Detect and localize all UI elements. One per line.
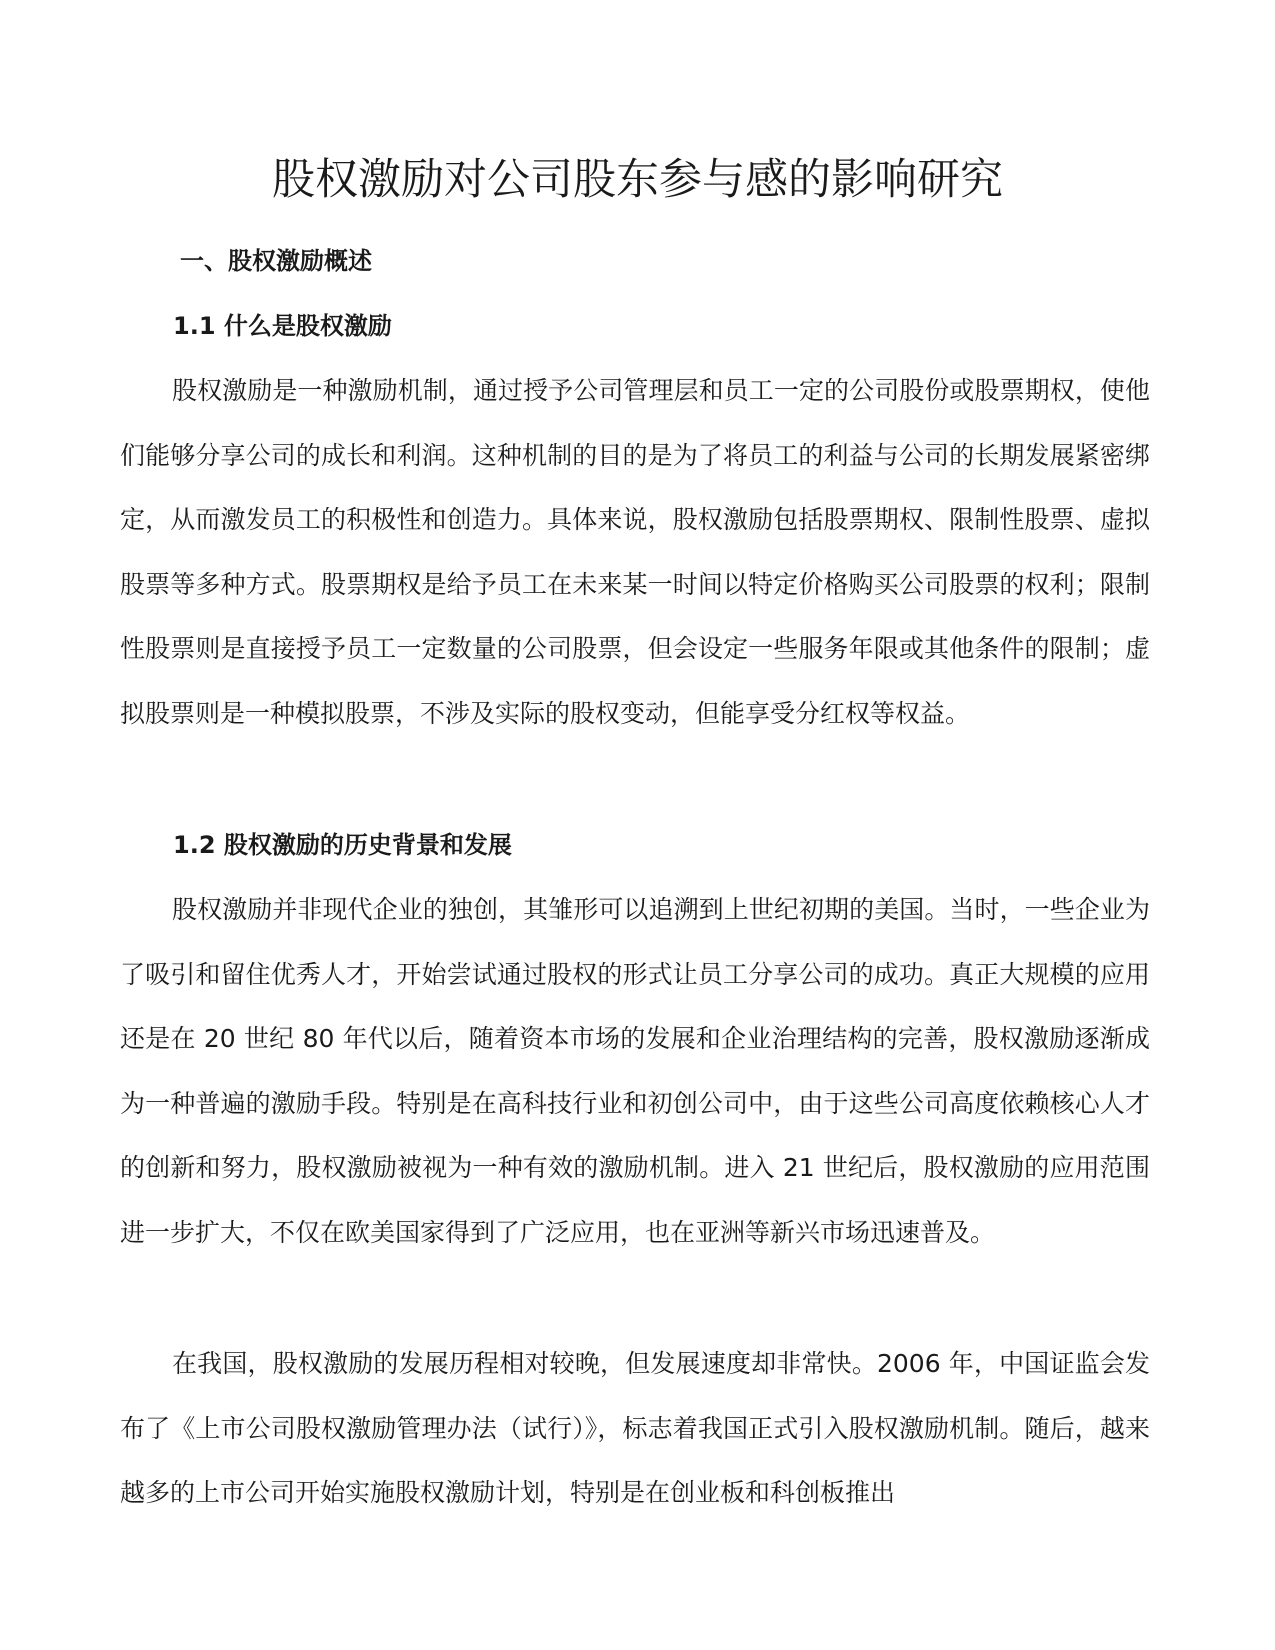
paragraph-china-development: 在我国，股权激励的发展历程相对较晚，但发展速度却非常快。2006 年，中国证监会发布了《上市公司股权激励管理办法（试行）》，标志着我国正式引入股权激励机制。随后，越来越多的上市公司开始实施股权激励计划，特别是在创业板和科创板推出 <box>120 1349 1150 1507</box>
paragraph-history: 股权激励并非现代企业的独创，其雏形可以追溯到上世纪初期的美国。当时，一些企业为了吸引和留住优秀人才，开始尝试通过股权的形式让员工分享公司的成功。真正大规模的应用还是在 20 世纪 80 年代以后，随着资本市场的发展和企业治理结构的完善，股权激励逐渐成为一种普遍的激励手段。特别是在高科技行业和初创公司中，由于这些公司高度依赖核心人才的创新和努力，股权激励被视为一种有效的激励机制。进入 21 世纪后，股权激励的应用范围进一步扩大，不仅在欧美国家得到了广泛应用，也在亚洲等新兴市场迅速普及。 <box>120 895 1150 1247</box>
subsection-heading-history: 1.2 股权激励的历史背景和发展 <box>173 831 512 859</box>
subsection-heading-what-is: 1.1 什么是股权激励 <box>173 312 392 340</box>
paragraph-definition: 股权激励是一种激励机制，通过授予公司管理层和员工一定的公司股份或股票期权，使他们能够分享公司的成长和利润。这种机制的目的是为了将员工的利益与公司的长期发展紧密绑定，从而激发员工的积极性和创造力。具体来说，股权激励包括股票期权、限制性股票、虚拟股票等多种方式。股票期权是给予员工在未来某一时间以特定价格购买公司股票的权利；限制性股票则是直接授予员工一定数量的公司股票，但会设定一些服务年限或其他条件的限制；虚拟股票则是一种模拟股票，不涉及实际的股权变动，但能享受分红权等权益。 <box>120 376 1150 728</box>
document-title: 股权激励对公司股东参与感的影响研究 <box>272 155 1003 205</box>
section-heading-overview: 一、股权激励概述 <box>180 247 372 275</box>
